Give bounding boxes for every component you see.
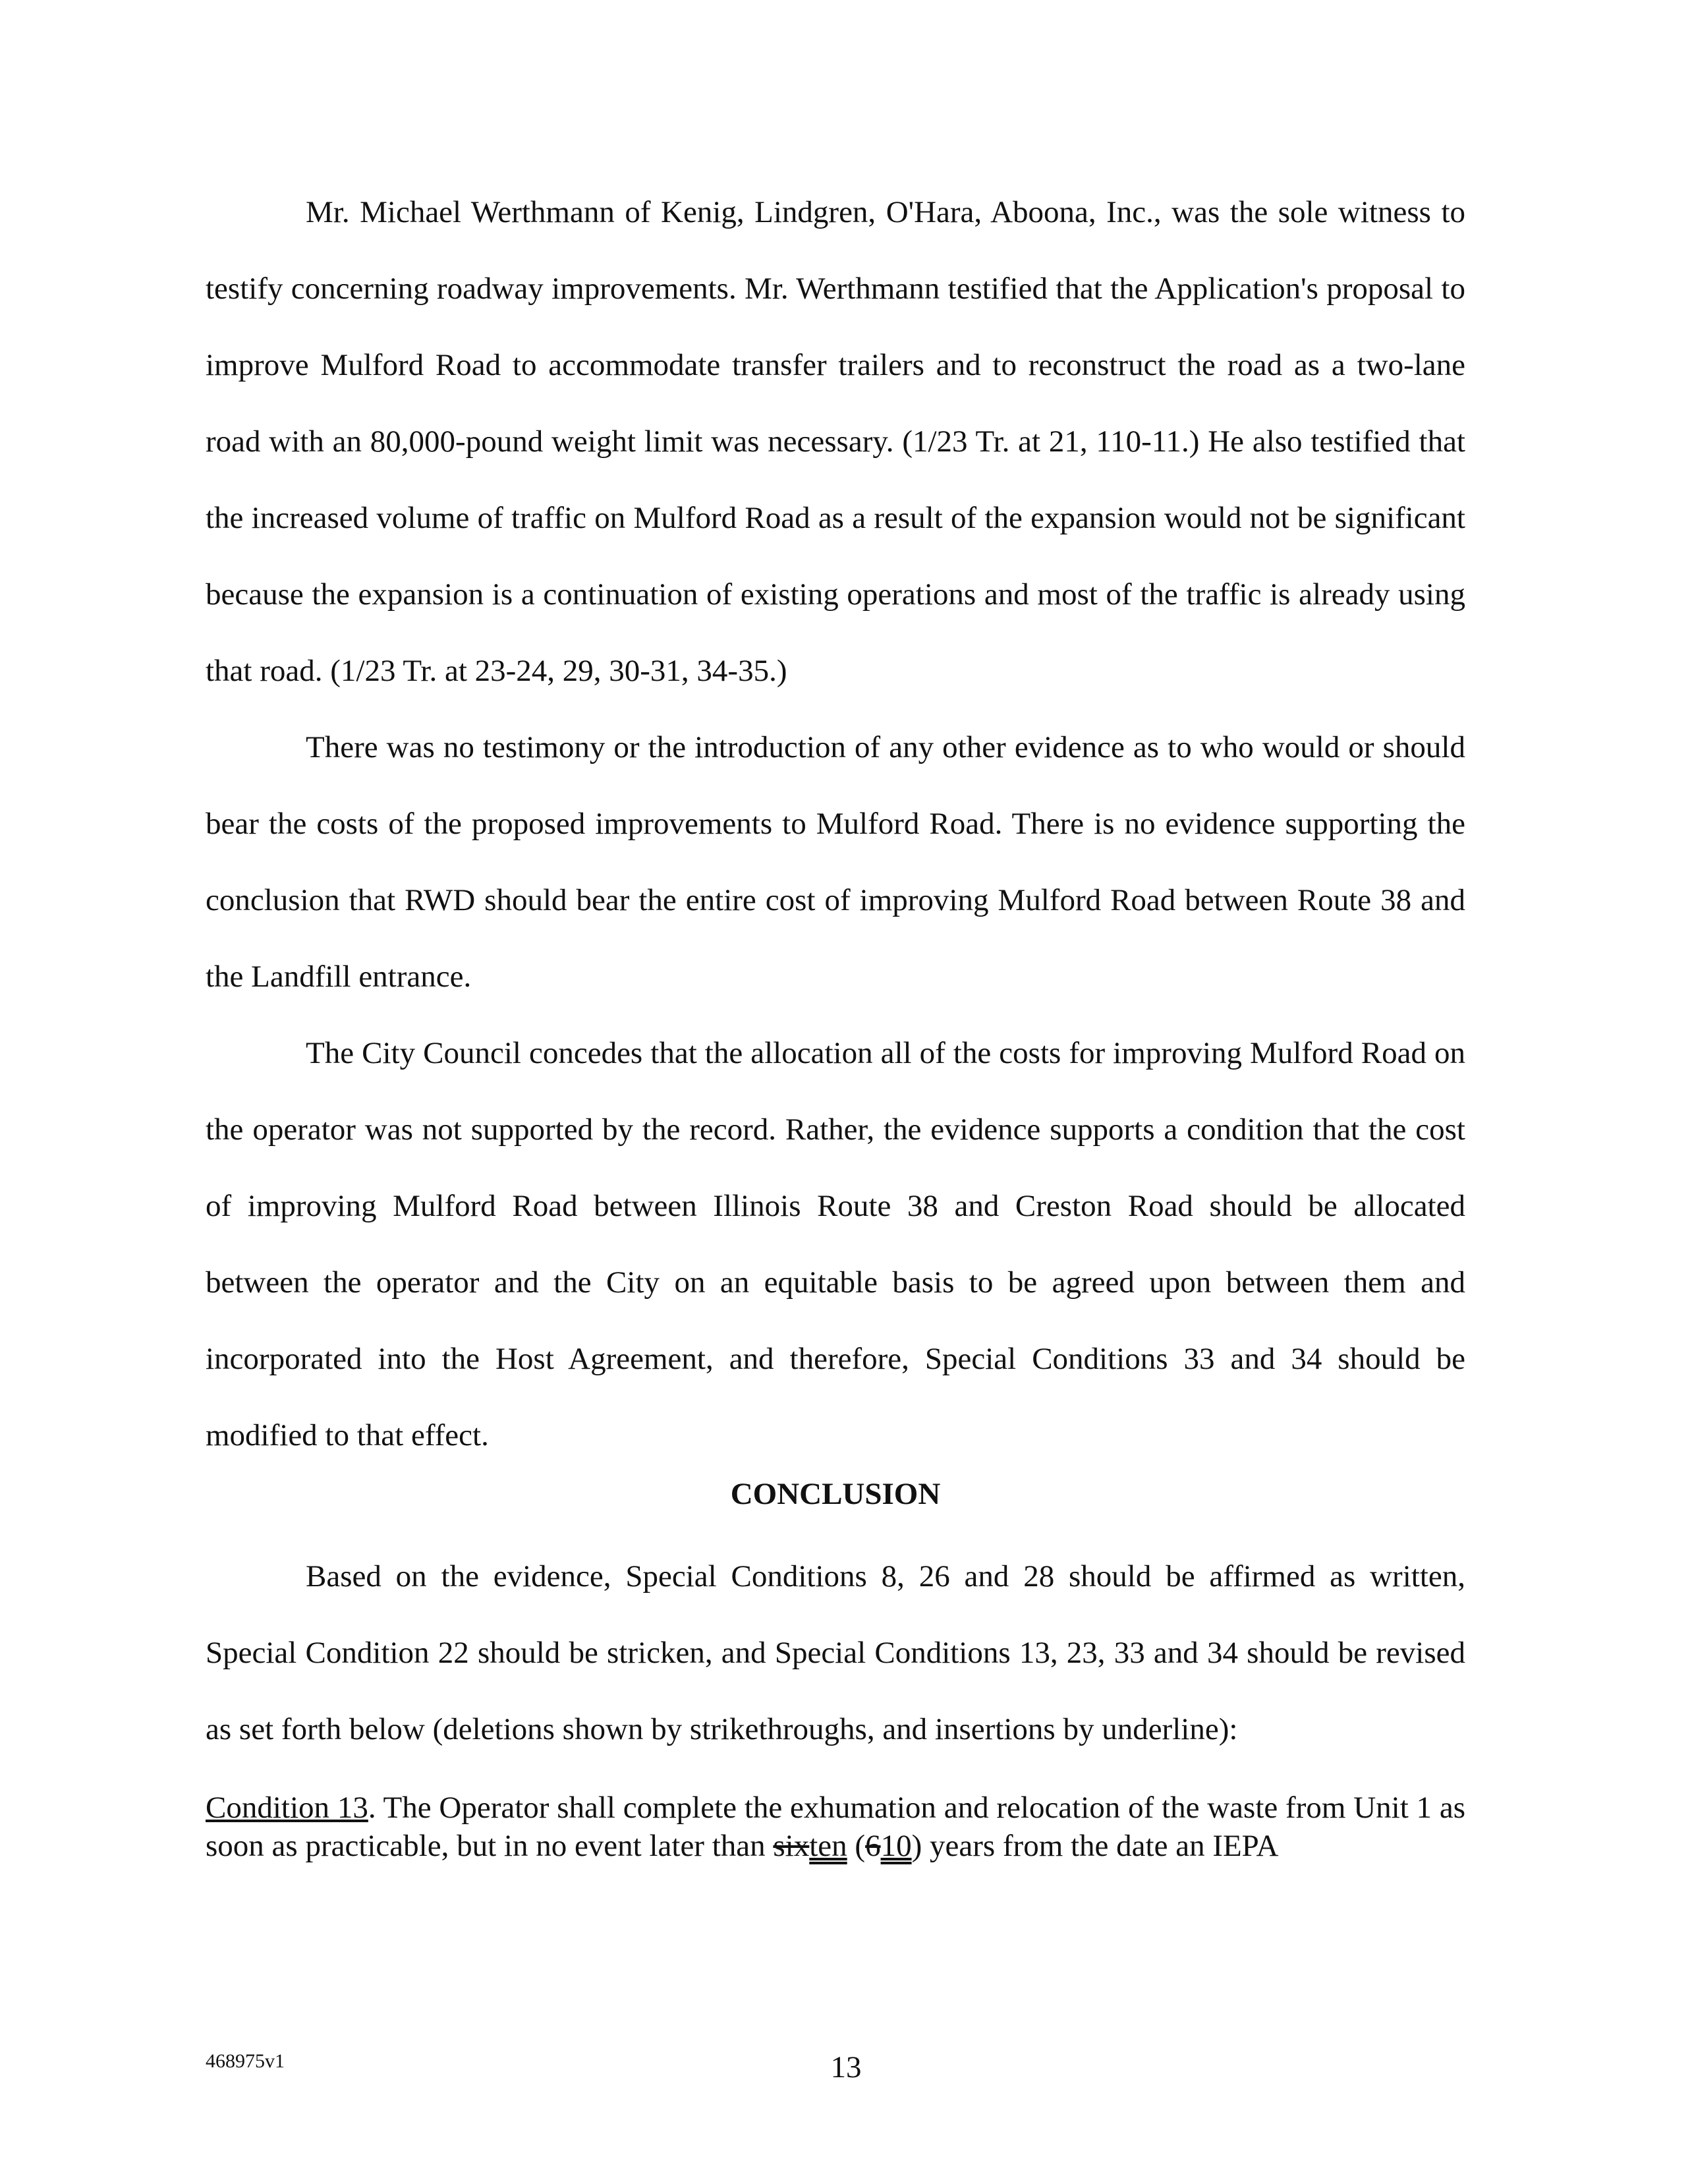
condition-13-paragraph	[206, 1789, 1465, 1865]
paragraph-werthmann-testimony: Mr. Michael Werthmann of Kenig, Lindgren, O'Hara, Aboona, Inc., was the sole witness to testify concerning roadway improvements. Mr. Werthmann testified that the Application's proposal to improve Mulford Road to accommodate transfer trailers and to reconstruct the road as a two-lane road with an 80,000-pound weight limit was necessary. (1/23 Tr. at 21, 110-11.) He also testified that the increased volume of traffic on Mulford Road as a result of the expansion would not be significant because the expansion is a continuation of existing operations and most of the traffic is already using that road. (1/23 Tr. at 23-24, 29, 30-31, 34-35.)	[206, 195, 1465, 688]
paragraph-conclusion: Based on the evidence, Special Conditions 8, 26 and 28 should be affirmed as written, Special Condition 22 should be stricken, and Special Conditions 13, 23, 33 and 34 should be revised as set forth below (deletions shown by strikethroughs, and insertions by underline):	[206, 1559, 1465, 1746]
page-number: 13	[830, 2050, 862, 2084]
condition-13-tail: ) years from the date an IEPA	[911, 1829, 1279, 1863]
conclusion-heading: CONCLUSION	[730, 1477, 941, 1511]
inserted-word: ten	[809, 1829, 847, 1863]
paren-open: (	[847, 1829, 866, 1863]
deleted-word: six	[773, 1829, 810, 1863]
document-id: 468975v1	[206, 2050, 285, 2072]
paragraph-city-council-concedes: The City Council concedes that the allocation all of the costs for improving Mulford Road on the operator was not supported by the record. Rather, the evidence supports a condition that the cost of improving Mulford Road between Illinois Route 38 and Creston Road should be allocated between the operator and the City on an equitable basis to be agreed upon between them and incorporated into the Host Agreement, and therefore, Special Conditions 33 and 34 should be modified to that effect.	[206, 1036, 1465, 1452]
inserted-digit: 10	[880, 1829, 912, 1863]
deleted-digit: 6	[865, 1829, 881, 1863]
paragraph-no-cost-evidence: There was no testimony or the introduction of any other evidence as to who would or should bear the costs of the proposed improvements to Mulford Road. There is no evidence supporting the conclusion that RWD should bear the entire cost of improving Mulford Road between Route 38 and the Landfill entrance.	[206, 730, 1465, 994]
condition-13-label: Condition 13	[206, 1791, 368, 1825]
condition-13-text: . The Operator shall complete the exhumation and relocation of the waste from Unit 1 as soon as practicable, but in no event later than	[206, 1791, 1465, 1863]
